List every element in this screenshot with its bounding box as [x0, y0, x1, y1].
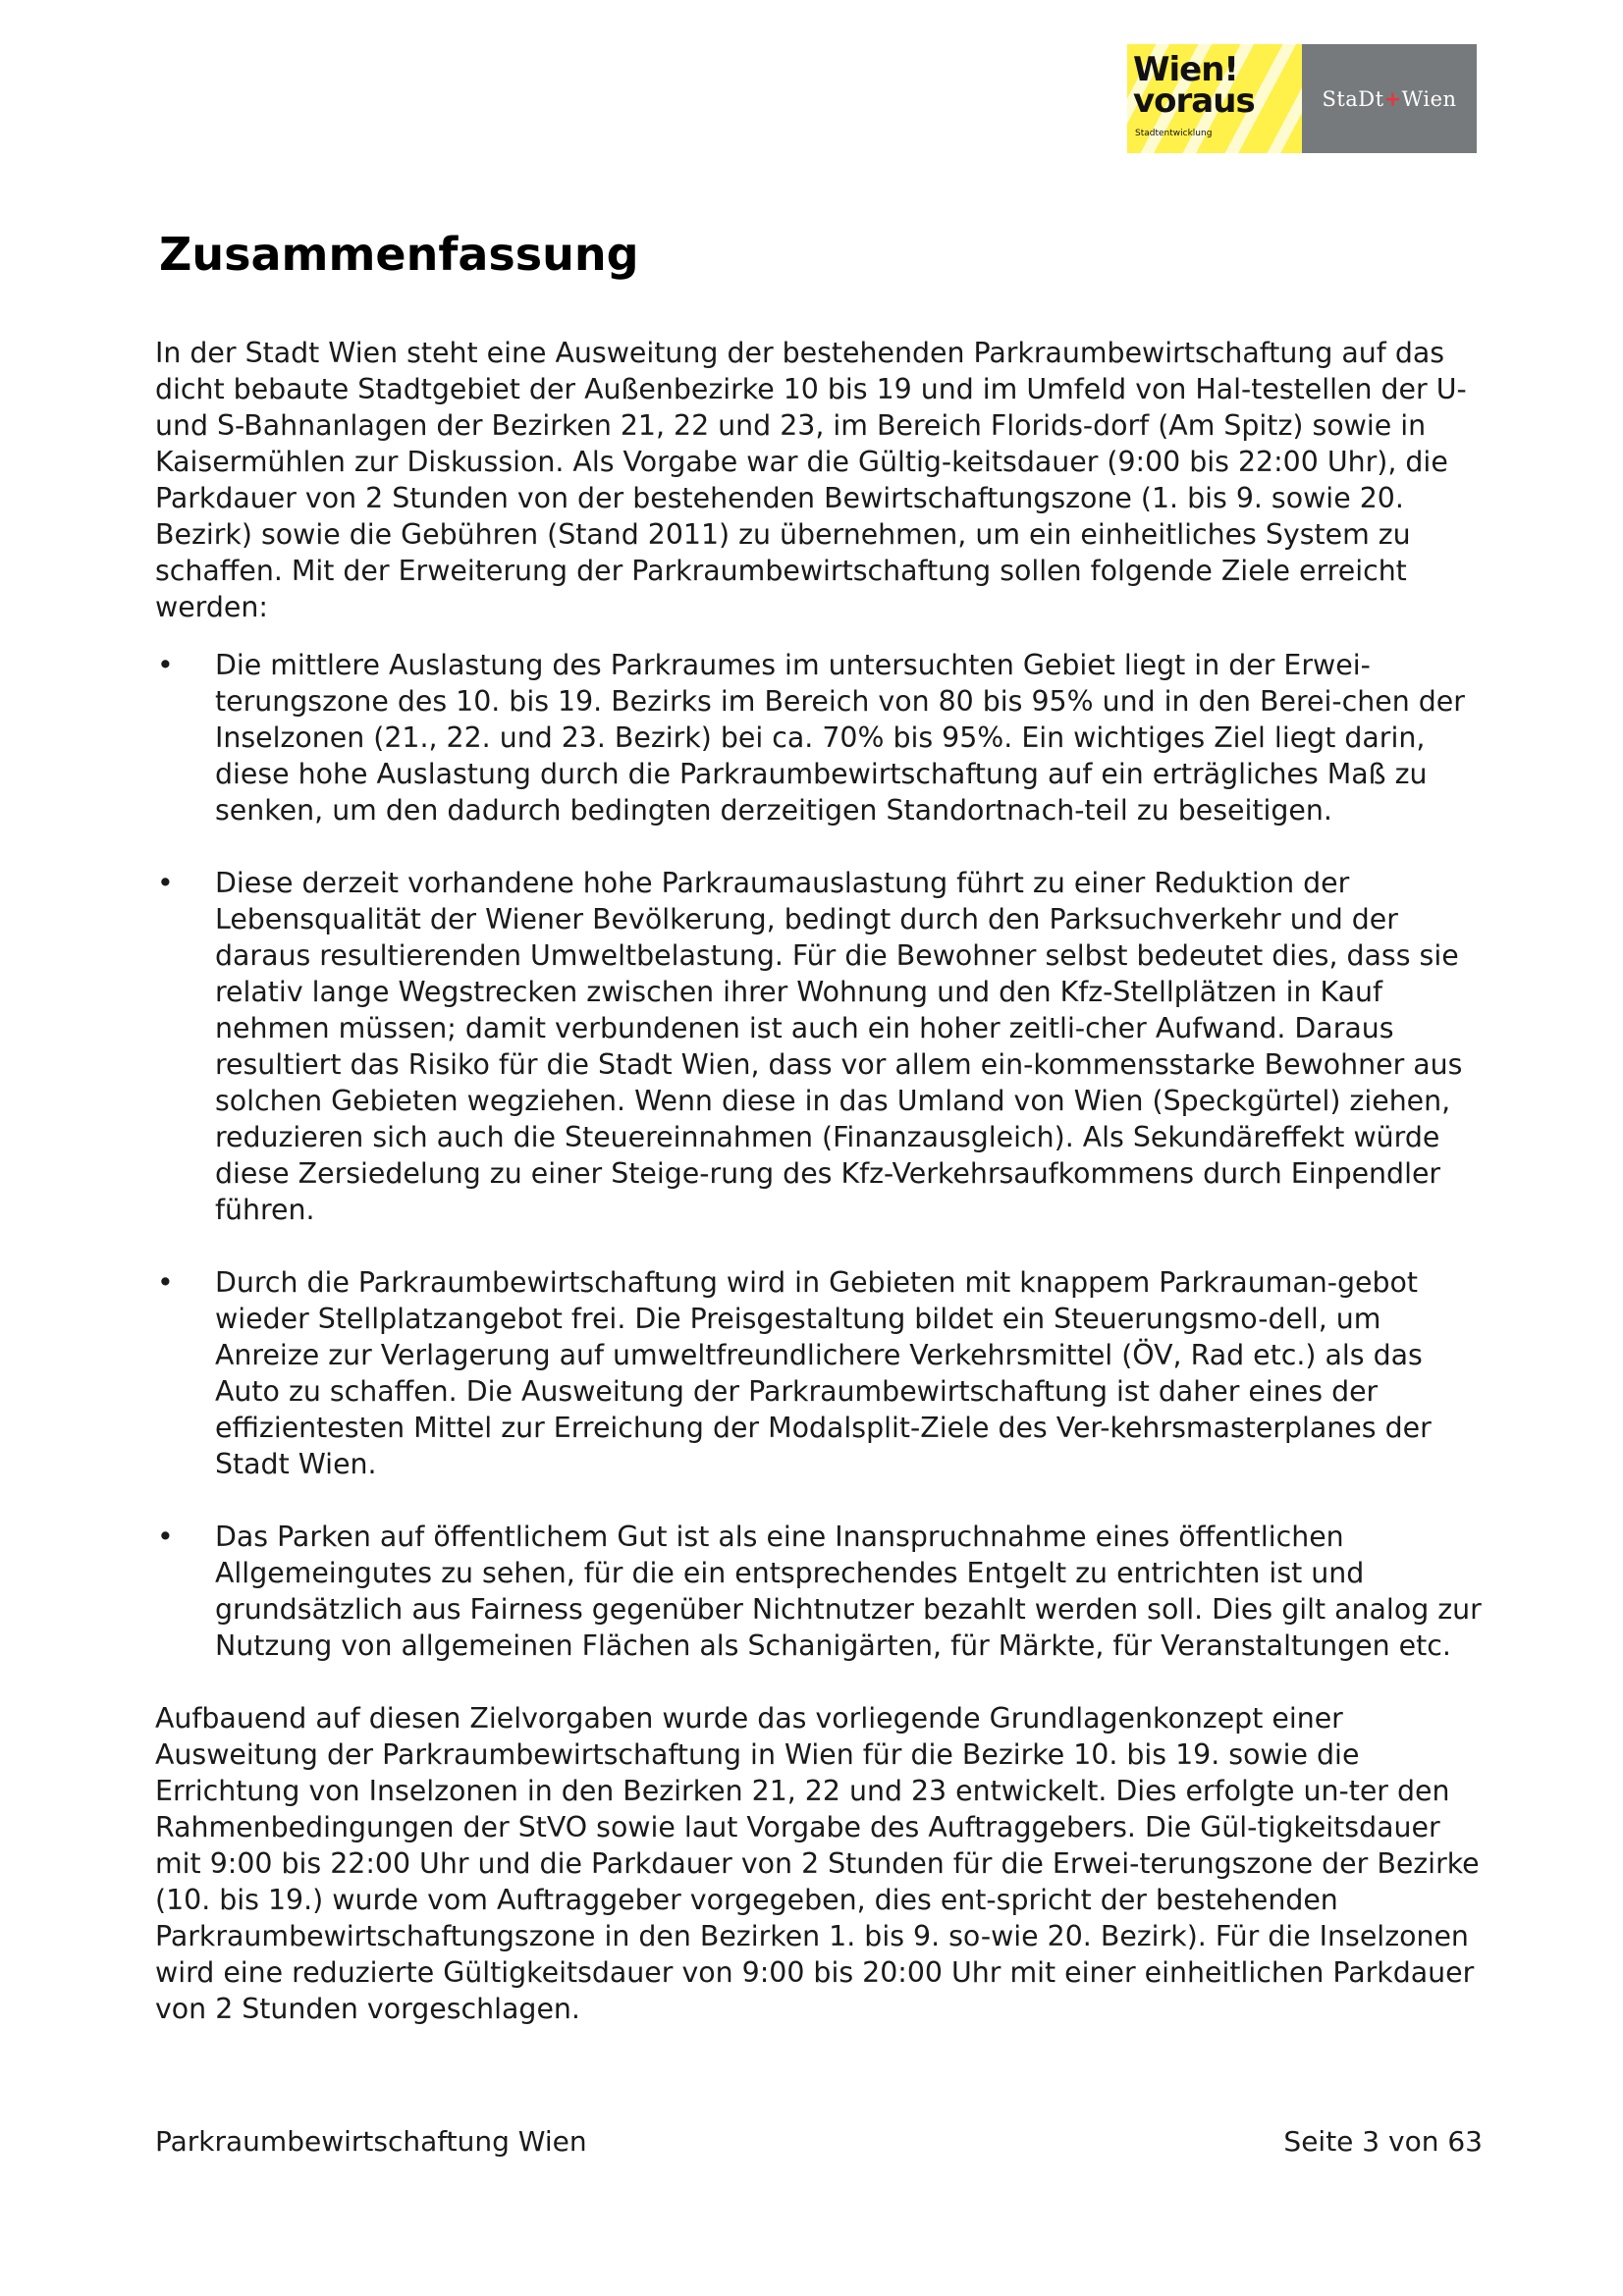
list-item — [155, 1519, 1483, 1664]
bullet-icon: • — [157, 867, 174, 899]
intro-paragraph: In der Stadt Wien steht eine Ausweitung der bestehenden Parkraumbewirtschaftung auf das dicht bebaute Stadtgebiet der Außenbezirke 10 bis 19 und im Umfeld von Hal-testellen der U- und S-Bahnanlagen der Bezirken 21, 22 und 23, im Bereich Florids-dorf (Am Spitz) sowie in Kaisermühlen zur Diskussion. Als Vorgabe war die Gültig-keitsdauer (9:00 bis 22:00 Uhr), die Parkdauer von 2 Stunden von der bestehenden Bewirtschaftungszone (1. bis 9. sowie 20. Bezirk) sowie die Gebühren (Stand 2011) zu übernehmen, um ein einheitliches System zu schaffen. Mit der Erweiterung der Parkraumbewirtschaftung sollen folgende Ziele erreicht werden: — [155, 337, 1467, 623]
bullet-icon: • — [157, 1521, 174, 1553]
logo-left-line2: voraus — [1133, 81, 1255, 121]
logo-right-b: Wien — [1401, 86, 1457, 111]
logo-right-a: StaDt — [1322, 86, 1384, 111]
logo-left-line1: Wien! — [1133, 50, 1238, 89]
header-logos — [1127, 44, 1477, 153]
list-item-text: Durch die Parkraumbewirtschaftung wird in Gebieten mit knappem Parkrauman-gebot wieder Stellplatzangebot frei. Die Preisgestaltung bildet ein Steuerungsmo-dell, um Anreize zur Verlagerung auf umweltfreundlichere Verkehrsmittel (ÖV, Rad etc.) als das Auto zu schaffen. Die Ausweitung der Parkraumbewirtschaftung ist daher eines der effizientesten Mittel zur Erreichung der Modalsplit-Ziele des Ver-kehrsmasterplanes der Stadt Wien. — [215, 1266, 1432, 1480]
page-title: Zusammenfassung — [159, 228, 639, 281]
outro-paragraph: Aufbauend auf diesen Zielvorgaben wurde das vorliegende Grundlagenkonzept einer Ausweitung der Parkraumbewirtschaftung in Wien für die Bezirke 10. bis 19. sowie die Errichtung von Inselzonen in den Bezirken 21, 22 und 23 entwickelt. Dies erfolgte un-ter den Rahmenbedingungen der StVO sowie laut Vorgabe des Auftraggebers. Die Gül-tigkeitsdauer mit 9:00 bis 22:00 Uhr und die Parkdauer von 2 Stunden für die Erwei-terungszone der Bezirke (10. bis 19.) wurde vom Auftraggeber vorgegeben, dies ent-spricht der bestehenden Parkraumbewirtschaftungszone in den Bezirken 1. bis 9. so-wie 20. Bezirk). Für die Inselzonen wird eine reduzierte Gültigkeitsdauer von 9:00 bis 20:00 Uhr mit einer einheitlichen Parkdauer von 2 Stunden vorgeschlagen. — [155, 1702, 1480, 2025]
list-item-text: Diese derzeit vorhandene hohe Parkraumauslastung führt zu einer Reduktion der Lebensqualität der Wiener Bevölkerung, bedingt durch den Parksuchverkehr und der daraus resultierenden Umweltbelastung. Für die Bewohner selbst bedeutet dies, dass sie relativ lange Wegstrecken zwischen ihrer Wohnung und den Kfz-Stellplätzen in Kauf nehmen müssen; damit verbundenen ist auch ein hoher zeitli-cher Aufwand. Daraus resultiert das Risiko für die Stadt Wien, dass vor allem ein-kommensstarke Bewohner aus solchen Gebieten wegziehen. Wenn diese in das Umland von Wien (Speckgürtel) ziehen, reduzieren sich auch die Steuereinnahmen (Finanzausgleich). Als Sekundäreffekt würde diese Zersiedelung zu einer Steige-rung des Kfz-Verkehrsaufkommens durch Einpendler führen. — [215, 867, 1463, 1226]
stadt-wien-logo — [1302, 44, 1477, 153]
bullet-icon: • — [157, 649, 174, 681]
summary-body — [155, 335, 1483, 2027]
bullet-icon: • — [157, 1266, 174, 1299]
list-item — [155, 865, 1483, 1228]
footer-document-title: Parkraumbewirtschaftung Wien — [155, 2125, 587, 2158]
cross-icon: + — [1383, 86, 1402, 111]
logo-left-sub: Stadtentwicklung — [1135, 129, 1213, 138]
list-item-text: Das Parken auf öffentlichem Gut ist als eine Inanspruchnahme eines öffentlichen Allgemeingutes zu sehen, für die ein entsprechendes Entgelt zu entrichten ist und grundsätzlich aus Fairness gegenüber Nichtnutzer bezahlt werden soll. Dies gilt analog zur Nutzung von allgemeinen Flächen als Schanigärten, für Märkte, für Veranstaltungen etc. — [215, 1521, 1482, 1662]
page-footer — [155, 2125, 1483, 2158]
list-item — [155, 1264, 1483, 1482]
wien-voraus-logo — [1127, 44, 1302, 153]
footer-page-number: Seite 3 von 63 — [1283, 2125, 1483, 2158]
list-item-text: Die mittlere Auslastung des Parkraumes im untersuchten Gebiet liegt in der Erwei-terungszone des 10. bis 19. Bezirks im Bereich von 80 bis 95% und in den Berei-chen der Inselzonen (21., 22. und 23. Bezirk) bei ca. 70% bis 95%. Ein wichtiges Ziel liegt darin, diese hohe Auslastung durch die Parkraumbewirtschaftung auf ein erträgliches Maß zu senken, um den dadurch bedingten derzeitigen Standortnach-teil zu beseitigen. — [215, 649, 1465, 827]
list-item — [155, 647, 1483, 828]
goal-list — [155, 647, 1483, 1664]
